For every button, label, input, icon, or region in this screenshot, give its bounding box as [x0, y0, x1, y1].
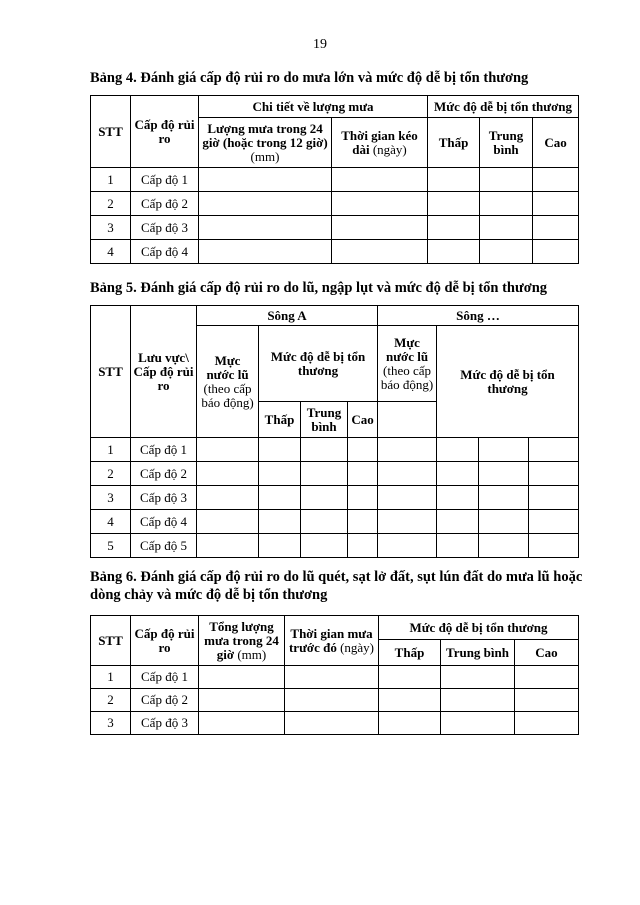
row-stt: 2 [91, 462, 131, 486]
row-level: Cấp độ 3 [131, 486, 197, 510]
header-low-a: Thấp [259, 402, 301, 438]
header-risk-level: Cấp độ rủi ro [131, 96, 199, 168]
row-level: Cấp độ 2 [131, 192, 199, 216]
table-row [91, 689, 579, 712]
header-flood-level-a: Mực nước lũ (theo cấp báo động) [197, 326, 259, 438]
header-risk-level: Cấp độ rủi ro [131, 616, 199, 666]
row-stt: 2 [91, 689, 131, 712]
table-row [91, 510, 579, 534]
header-medium: Trung bình [441, 640, 515, 666]
row-stt: 5 [91, 534, 131, 558]
header-vulnerability: Mức độ dễ bị tổn thương [428, 96, 579, 118]
header-vulnerability: Mức độ dễ bị tổn thương [379, 616, 579, 640]
table6-title: Bảng 6. Đánh giá cấp độ rủi ro do lũ quét, sạt lở đất, sụt lún đất do mưa lũ hoặc dòng chảy và mức độ dễ bị tổn thương [90, 569, 583, 603]
header-stt: STT [91, 306, 131, 438]
table4-title: Bảng 4. Đánh giá cấp độ rủi ro do mưa lớn và mức độ dễ bị tổn thương [90, 70, 529, 86]
header-low: Thấp [379, 640, 441, 666]
header-rain-24h: Lượng mưa trong 24 giờ (hoặc trong 12 giờ) (mm) [199, 118, 332, 168]
table6 [90, 615, 579, 735]
row-level: Cấp độ 1 [131, 666, 199, 689]
table-row [91, 712, 579, 735]
header-basin-level: Lưu vực\ Cấp độ rủi ro [131, 306, 197, 438]
table-row [91, 168, 579, 192]
table-row [91, 486, 579, 510]
table-row [91, 192, 579, 216]
header-low: Thấp [428, 118, 480, 168]
header-prior-rain-time: Thời gian mưa trước đó (ngày) [285, 616, 379, 666]
row-level: Cấp độ 3 [131, 712, 199, 735]
header-medium-a: Trung bình [301, 402, 348, 438]
table-row [91, 216, 579, 240]
header-medium: Trung bình [480, 118, 533, 168]
row-level: Cấp độ 1 [131, 438, 197, 462]
header-total-rain: Tổng lượng mưa trong 24 giờ (mm) [199, 616, 285, 666]
table-row [91, 534, 579, 558]
table5 [90, 305, 579, 558]
header-duration: Thời gian kéo dài (ngày) [332, 118, 428, 168]
table-row [91, 666, 579, 689]
header-flood-level-b: Mực nước lũ (theo cấp báo động) [378, 326, 437, 402]
table5-title: Bảng 5. Đánh giá cấp độ rủi ro do lũ, ngập lụt và mức độ dễ bị tổn thương [90, 280, 548, 296]
row-level: Cấp độ 2 [131, 462, 197, 486]
header-vulnerability-a: Mức độ dễ bị tổn thương [259, 326, 378, 402]
header-high: Cao [533, 118, 579, 168]
row-stt: 2 [91, 192, 131, 216]
row-stt: 1 [91, 666, 131, 689]
table4 [90, 95, 579, 264]
row-level: Cấp độ 1 [131, 168, 199, 192]
header-high-a: Cao [348, 402, 378, 438]
row-level: Cấp độ 4 [131, 240, 199, 264]
header-stt: STT [91, 616, 131, 666]
row-stt: 4 [91, 240, 131, 264]
table-row [91, 240, 579, 264]
header-rain-detail: Chi tiết về lượng mưa [199, 96, 428, 118]
page-number: 19 [313, 37, 327, 52]
row-stt: 4 [91, 510, 131, 534]
header-stt: STT [91, 96, 131, 168]
header-river-a: Sông A [197, 306, 378, 326]
row-stt: 1 [91, 168, 131, 192]
table-row [91, 438, 579, 462]
row-stt: 3 [91, 486, 131, 510]
header-vulnerability-b: Mức độ dễ bị tổn thương [437, 326, 579, 438]
row-stt: 3 [91, 216, 131, 240]
row-level: Cấp độ 3 [131, 216, 199, 240]
row-level: Cấp độ 4 [131, 510, 197, 534]
header-high: Cao [515, 640, 579, 666]
row-stt: 3 [91, 712, 131, 735]
table-row [91, 462, 579, 486]
row-stt: 1 [91, 438, 131, 462]
row-level: Cấp độ 2 [131, 689, 199, 712]
row-level: Cấp độ 5 [131, 534, 197, 558]
header-river-other: Sông … [378, 306, 579, 326]
